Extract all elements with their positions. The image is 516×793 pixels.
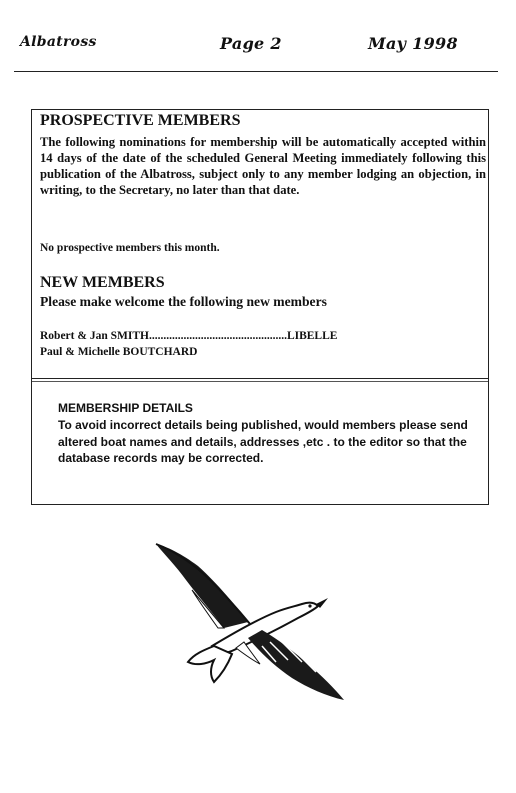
membership-details-text: To avoid incorrect details being published, would members please send altered boat names and details, addresses ,etc . to the editor so that the database records may be corrected. bbox=[58, 418, 468, 465]
section-divider-inner bbox=[32, 381, 488, 382]
seagull-eye bbox=[308, 604, 311, 607]
seagull-tail bbox=[188, 646, 232, 682]
new-member-row bbox=[40, 330, 337, 342]
seagull-upper-wing bbox=[156, 544, 248, 628]
page-number: Page 2 bbox=[220, 34, 282, 53]
new-members-subtitle: Please make welcome the following new members bbox=[40, 294, 327, 309]
member-name: Robert & Jan SMITH bbox=[40, 330, 149, 342]
seagull-lower-wing bbox=[248, 630, 344, 700]
prospective-members-heading: PROSPECTIVE MEMBERS bbox=[40, 112, 241, 129]
header-rule bbox=[14, 71, 498, 72]
page-header bbox=[0, 0, 516, 80]
seagull-icon bbox=[152, 536, 352, 706]
membership-details-heading: MEMBERSHIP DETAILS bbox=[58, 401, 193, 415]
notice-box bbox=[31, 109, 489, 505]
member-boat: LIBELLE bbox=[286, 330, 338, 342]
prospective-members-note: No prospective members this month. bbox=[40, 242, 220, 254]
section-divider bbox=[32, 378, 488, 379]
member-name: Paul & Michelle BOUTCHARD bbox=[40, 346, 198, 358]
member-leader-dots: ................................................ bbox=[148, 330, 287, 342]
publication-title: Albatross bbox=[20, 34, 97, 50]
new-members-heading: NEW MEMBERS bbox=[40, 274, 165, 291]
issue-date: May 1998 bbox=[368, 34, 458, 53]
new-member-row bbox=[40, 346, 197, 358]
prospective-members-text: The following nominations for membership will be automatically accepted within 14 days of the date of the scheduled General Meeting immediately following this publication of the Albatross, subject only to any member lodging an objection, in writing, to the Secretary, no later than that date. bbox=[40, 135, 486, 197]
